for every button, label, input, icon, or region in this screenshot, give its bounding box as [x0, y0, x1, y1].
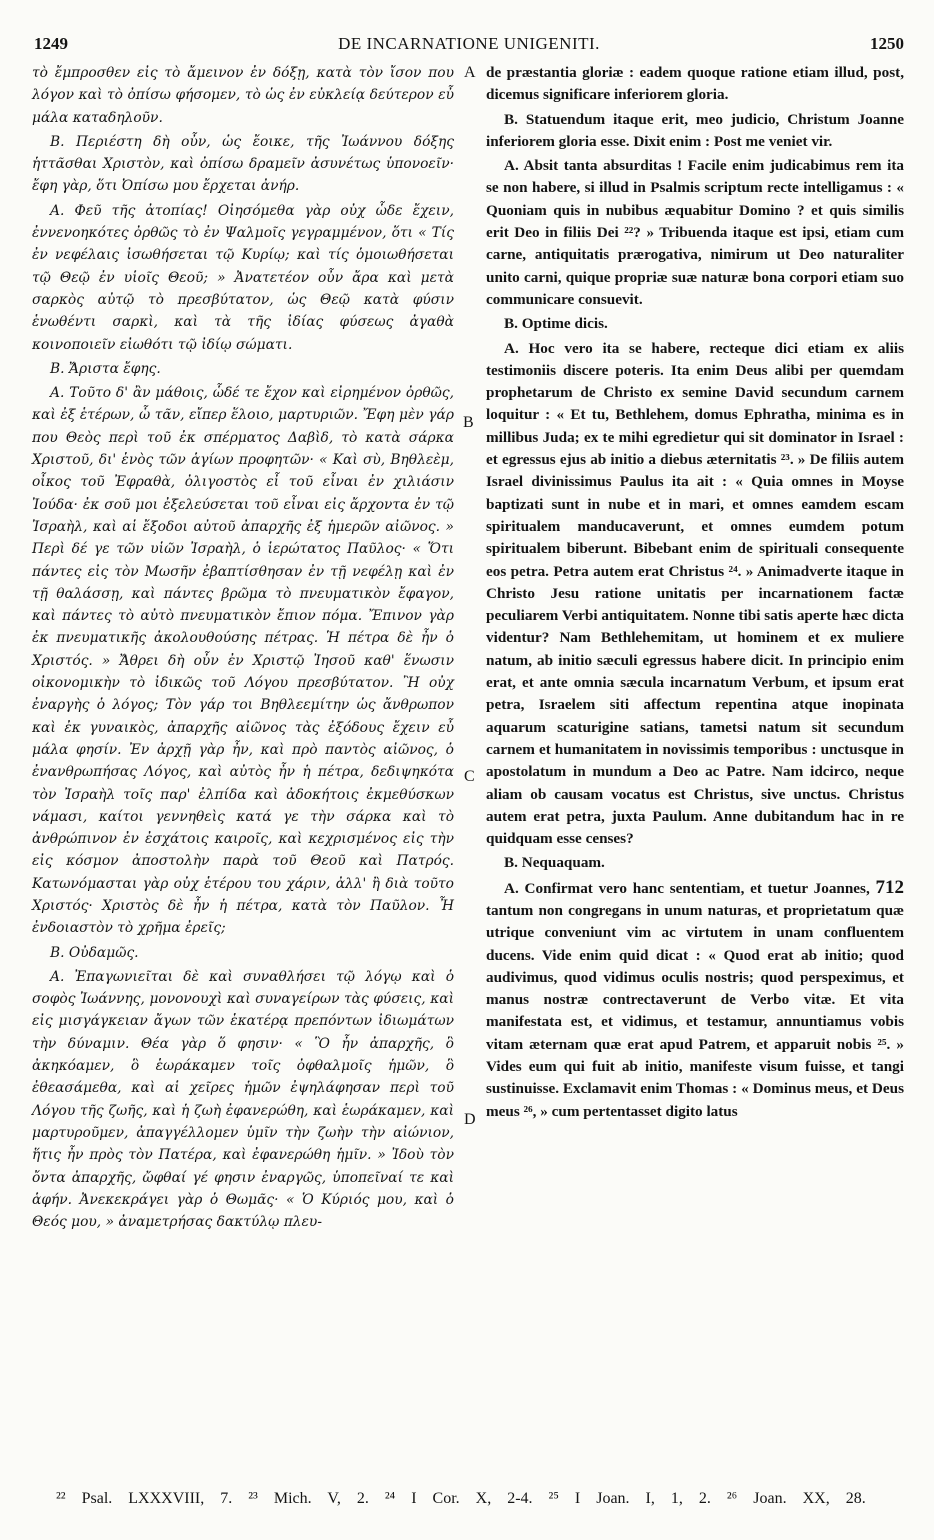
page-number-right: 1250 — [870, 34, 904, 53]
latin-paragraph: A. Absit tanta absurditas ! Facile enim judicabimus rem ita se non habere, si illud in Psalmis scriptum recte intelligamus : « Quoniam quis in nubibus æquabitur Domino ? et quis similis erit Deo in filiis Dei ²²? » Tribuenda itaque est ipsi, etiam cum carne, antiquitatis prærogativa, nimirum ut Deo naturaliter unito carni, quique propriæ suæ naturæ bona corpori etiam suo communicare consuevit. — [486, 157, 904, 308]
page-title: DE INCARNATIONE UNIGENITI. — [338, 34, 600, 53]
section-marker-b: B — [463, 414, 474, 431]
latin-paragraph — [486, 877, 904, 1123]
running-header — [34, 34, 904, 56]
latin-paragraph: A. Hoc vero ita se habere, recteque dici etiam ex aliis testimoniis discere poteris. Ita enim Deus alibi per quemdam prophetarum de Christo ex semine David secundum carnem loquitur : « Et tu, Bethlehem, domus Ephratha, minima es in millibus Juda; ex te mihi egredietur qui sit dominator in Israel : et egressus ejus ab initio a diebus æternitatis ²³. » De filiis autem Israel divinissimus Paulus ita ait : « Quia omnes in Moyse baptizati sunt in nube et in mari, et omnes eamdem escam spiritualem manducaverunt, et omnes eumdem potum spiritualem biberunt. Bibebant enim de spirituali consequente eos petra. Petra autem erat Christus ²⁴. » Animadverte itaque in Christo Jesu ratione unitatis per incarnationem factæ peculiarem Verbi antiquitatem. Nonne tibi satis aperte hæc dicta videntur? Nam Bethlehemitam, ut hominem et ex muliere natum, ab initio sæculi egressus habere dicit. In principio enim erat, et ante omnia sæcula incarnatum Verbum, et ipsum erat petra, Israelem siti affectum repentina atque inopinata aquarum scaturigine satians, tametsi natum sit secundum carnem et humanitatem in novissimis temporibus : unctusque in apostolatum in mundum a Deo ac Patre. Nam idcirco, neque aliam ob causam vocatus est Christus, sive unctus. Christus autem erat petra, juxta Paulum. Anne dubitandum hac in re quidquam esse censes? — [486, 339, 904, 848]
latin-column — [486, 62, 904, 1125]
section-marker-c: C — [464, 768, 475, 785]
column-number: 712 — [875, 876, 905, 898]
footnotes: ²² Psal. LXXXVIII, 7. ²³ Mich. V, 2. ²⁴ I Cor. X, 2-4. ²⁵ I Joan. I, 1, 2. ²⁶ Joan. XX, 28. — [56, 1490, 866, 1507]
section-marker-a: A — [464, 64, 476, 81]
greek-paragraph: Α. Φεῦ τῆς ἀτοπίας! Οἰησόμεθα γὰρ οὐχ ὧδε ἔχειν, ἐννενοηκότες ὀρθῶς τὸ ἐν Ψαλμοῖς γεγραμμένον, ὅτι « Τίς ἐν νεφέλαις ἰσωθήσεται τῷ Κυρίῳ; καὶ τίς ὁμοιωθήσεται τῷ Θεῷ ἐν υἱοῖς Θεοῦ; » Ἀνατετέον οὖν ἄρα καὶ μετὰ σαρκὸς αὐτῷ τὸ πρεσβύτατον, ὡς Θεῷ κατὰ φύσιν ἑνωθέντι σαρκὶ, καὶ τὰ τῆς ἰδίας φύσεως ἀγαθὰ κοινοποιεῖν εἰωθότι τῷ ἰδίῳ σώματι. — [32, 202, 454, 353]
latin-paragraph: B. Optime dicis. — [504, 315, 608, 333]
greek-paragraph: Α. Τοῦτο δ' ἂν μάθοις, ὧδέ τε ἔχον καὶ εἰρημένον ὀρθῶς, καὶ ἐξ ἑτέρων, ὧ τᾶν, εἴπερ ἕλοιο, μαρτυριῶν. Ἔφη μὲν γάρ που Θεὸς περὶ τοῦ ἐκ σπέρματος Δαβὶδ, τὸ κατὰ σάρκα Χριστοῦ, δι' ἑνὸς τῶν ἁγίων προφητῶν· « Καὶ σὺ, Βηθλεὲμ, οἶκος τοῦ Ἐφραθὰ, ὀλιγοστὸς εἶ τοῦ εἶναι ἐν χιλιάσιν Ἰούδα· ἐκ σοῦ μοι ἐξελεύσεται τοῦ εἶναι εἰς ἄρχοντα ἐν τῷ Ἰσραὴλ, καὶ αἱ ἔξοδοι αὐτοῦ ἀπαρχῆς ἐξ ἡμερῶν αἰῶνος. » Περὶ δέ γε τῶν υἱῶν Ἰσραὴλ, ὁ ἱερώτατος Παῦλος· « Ὅτι πάντες εἰς τὸν Μωσῆν ἐβαπτίσθησαν ἐν τῇ νεφέλῃ καὶ ἐν τῇ θαλάσσῃ, καὶ πάντες βρῶμα τὸ πνευματικὸν ἔφαγον, καὶ πάντες τὸ αὐτὸ πνευματικὸν ἔπιον πόμα. Ἔπινον γὰρ ἐκ πνευματικῆς ἀκολουθούσης πέτρας. Ἡ πέτρα δὲ ἦν ὁ Χριστός. » Ἄθρει δὴ οὖν ἐν Χριστῷ Ἰησοῦ καθ' ἕνωσιν οἰκονομικὴν τὸ ἰδικῶς τοῦ Λόγου πρεσβύτατον. Ἢ οὐχ ἐναργὴς ὁ λόγος; Τὸν γάρ τοι Βηθλεεμίτην ὡς ἄνθρωπον καὶ ἐκ γυναικὸς, ἀπαρχῆς αἰῶνος τὰς ἐξόδους ἔχειν εὖ μάλα φησίν. Ἐν ἀρχῇ γὰρ ἦν, καὶ πρὸ παντὸς αἰῶνος, ὁ ἐνανθρωπήσας Λόγος, καὶ αὐτὸς ἦν ἡ πέτρα, δεδιψηκότα τὸν Ἰσραὴλ τοῖς παρ' ἐλπίδα καὶ ἀδοκήτοις ἐκμεθύσκων νάμασι, καίτοι γεννηθεὶς κατά γε τὴν σάρκα καὶ τὸ ἀνθρώπινον ἐν ἐσχάτοις καιροῖς, καὶ κεχρισμένος εἰς τὴν εἰς κόσμον ἀποστολὴν παρὰ τοῦ Θεοῦ καὶ Πατρός. Κατωνόμασται γὰρ οὐχ ἑτέρου του χάριν, ἀλλ' ἢ διὰ τοῦτο Χριστός· Χριστὸς δὲ ἦν ἡ πέτρα, κατὰ τὸν Παῦλον. Ἦ ἐνδοιαστὸν τὸ χρῆμα ἐρεῖς; — [32, 385, 454, 937]
greek-paragraph: Β. Ἄριστα ἔφης. — [50, 360, 161, 377]
latin-text: tantum non congregans in unum naturas, et proprietatum quæ utrique conveniunt vim ac virtutem in unam confluentem ducens. Vide enim quid dicat : « Quod erat ab initio; quod audivimus, quod vidimus oculis nostris; quod perspeximus, et manus nostræ contrectaverunt de Verbo vitæ. Et vita manifestata est, et vidimus, et testamur, annuntiamus vobis vitam æternam quæ erat apud Patrem, et apparuit nobis ²⁵. » Vides eum qui fuit ab initio, manifeste visum fuisse, et tangi sustinuisse. Exclamavit enim Thomas : « Dominus meus, et Deus meus ²⁶, » cum pertentasset digito latus — [486, 901, 904, 1120]
page-number-left: 1249 — [34, 34, 68, 53]
latin-paragraph: B. Nequaquam. — [504, 854, 605, 872]
greek-paragraph: Α. Ἐπαγωνιεῖται δὲ καὶ συναθλήσει τῷ λόγῳ καὶ ὁ σοφὸς Ἰωάννης, μονονουχὶ καὶ συναγείρων τὰς φύσεις, καὶ εἰς μισγάγκειαν ἄγων τῶν ἑκατέρᾳ πρεπόντων ἰδιωμάτων τὴν δύναμιν. Θέα γὰρ ὅ φησιν· « Ὃ ἦν ἀπαρχῆς, ὃ ἀκηκόαμεν, ὃ ἑωράκαμεν τοῖς ὀφθαλμοῖς ἡμῶν, ὃ ἐθεασάμεθα, καὶ αἱ χεῖρες ἡμῶν ἐψηλάφησαν περὶ τοῦ Λόγου τῆς ζωῆς, καὶ ἡ ζωὴ ἐφανερώθη, καὶ ἑωράκαμεν, καὶ μαρτυροῦμεν, ἀπαγγέλλομεν ὑμῖν τὴν ζωὴν τὴν αἰώνιον, ἥτις ἦν πρὸς τὸν Πατέρα, καὶ ἐφανερώθη ἡμῖν. » Ἰδοὺ τὸν ὄντα ἀπαρχῆς, ὤφθαί γέ φησιν ἐναργῶς, ὑποπεῖναί τε καὶ ἁφήν. Ἀνεκεκράγει γὰρ ὁ Θωμᾶς· « Ὁ Κύριός μου, καὶ ὁ Θεός μου, » ἀναμετρήσας δακτύλῳ πλευ- — [32, 968, 454, 1231]
section-marker-d: D — [464, 1111, 476, 1128]
greek-paragraph: Β. Περιέστη δὴ οὖν, ὡς ἔοικε, τῆς Ἰωάννου δόξης ἡττᾶσθαι Χριστὸν, καὶ ὀπίσω δραμεῖν ἀσυνέτως ὑπονοεῖν· ἔφη γὰρ, ὅτι Ὀπίσω μου ἔρχεται ἀνήρ. — [32, 133, 454, 195]
latin-paragraph: de præstantia gloriæ : eadem quoque ratione etiam illud, post, dicemus significare inferiorem gloria. — [486, 64, 904, 104]
greek-paragraph: τὸ ἔμπροσθεν εἰς τὸ ἄμεινον ἐν δόξῃ, κατὰ τὸν ἴσον που λόγον καὶ τὸ ὀπίσω φήσομεν, τὸ ὡς ἐν εὐκλείᾳ δεύτερον εὖ μάλα καταδηλοῦν. — [32, 65, 454, 126]
latin-text: A. Confirmat vero hanc sententiam, et tuetur Joannes, — [504, 879, 870, 897]
greek-column — [32, 62, 454, 1235]
latin-paragraph: B. Statuendum itaque erit, meo judicio, Christum Joanne inferiorem gloria esse. Dixit enim : Post me veniet vir. — [486, 110, 904, 150]
greek-paragraph: Β. Οὐδαμῶς. — [50, 944, 139, 961]
